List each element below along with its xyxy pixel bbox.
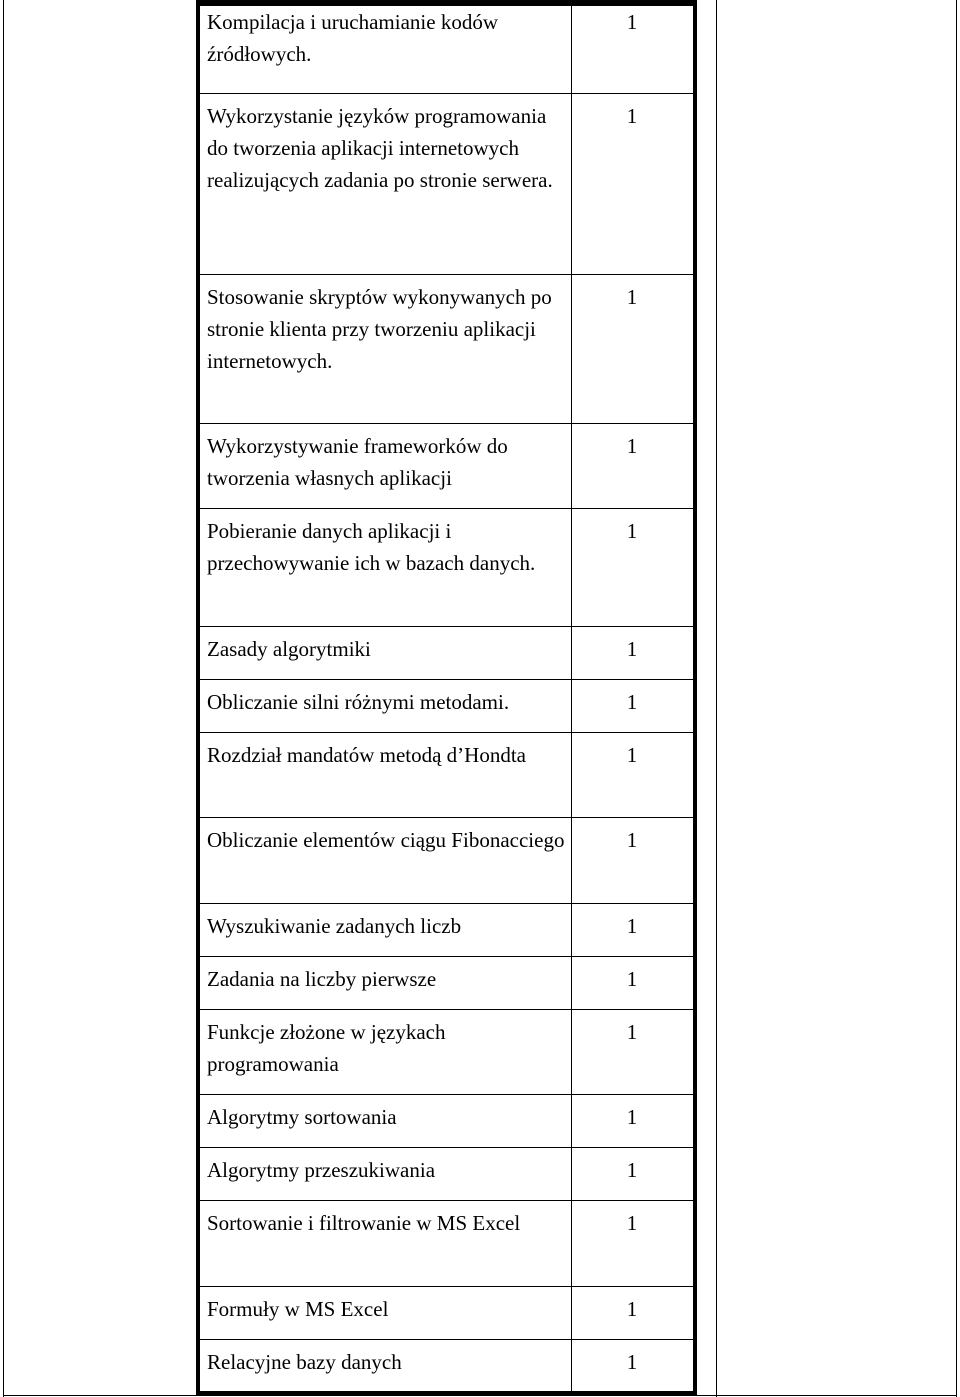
topic-cell: Algorytmy sortowania xyxy=(207,1105,397,1129)
right-column-border xyxy=(716,0,717,1397)
topic-cell: Algorytmy przeszukiwania xyxy=(207,1158,436,1182)
table-row xyxy=(200,275,693,424)
hours-cell: 1 xyxy=(626,690,638,714)
hours-cell: 1 xyxy=(626,967,638,991)
topic-cell: Kompilacja i uruchamianie kodów źródłowych. xyxy=(207,10,498,66)
topic-cell: Formuły w MS Excel xyxy=(207,1297,389,1321)
table-row xyxy=(200,1201,693,1287)
table-row xyxy=(200,1148,693,1201)
table-row xyxy=(200,1095,693,1148)
topic-cell: Funkcje złożone w językach programowania xyxy=(207,1020,446,1076)
hours-cell: 1 xyxy=(626,1020,638,1044)
hours-cell: 1 xyxy=(626,914,638,938)
topic-cell: Stosowanie skryptów wykonywanych po stronie klienta przy tworzeniu aplikacji internetowych. xyxy=(207,285,552,373)
hours-cell: 1 xyxy=(626,434,638,458)
table-row xyxy=(200,1340,693,1391)
hours-cell: 1 xyxy=(626,1105,638,1129)
topic-cell: Zadania na liczby pierwsze xyxy=(207,967,437,991)
hours-cell: 1 xyxy=(626,104,638,128)
topic-cell: Rozdział mandatów metodą d’Hondta xyxy=(207,743,526,767)
table-row xyxy=(200,957,693,1010)
page-bottom-border xyxy=(3,1395,957,1396)
topic-cell: Sortowanie i filtrowanie w MS Excel xyxy=(207,1211,521,1235)
hours-cell: 1 xyxy=(626,828,638,852)
table-row xyxy=(200,680,693,733)
hours-cell: 1 xyxy=(626,1158,638,1182)
hours-cell: 1 xyxy=(626,637,638,661)
topic-cell: Obliczanie elementów ciągu Fibonacciego xyxy=(207,828,565,852)
topic-cell: Wykorzystywanie frameworków do tworzenia własnych aplikacji xyxy=(207,434,508,490)
table-row xyxy=(200,509,693,627)
table-row xyxy=(200,1287,693,1340)
topic-cell: Relacyjne bazy danych xyxy=(207,1350,402,1374)
page-right-border xyxy=(956,0,957,1397)
hours-cell: 1 xyxy=(626,1211,638,1235)
topics-table xyxy=(196,0,697,1395)
table-row xyxy=(200,6,693,94)
table-row xyxy=(200,1010,693,1095)
topic-cell: Pobieranie danych aplikacji i przechowywanie ich w bazach danych. xyxy=(207,519,536,575)
topic-cell: Wykorzystanie języków programowania do tworzenia aplikacji internetowych realizujących zadania po stronie serwera. xyxy=(207,104,553,192)
hours-cell: 1 xyxy=(626,519,638,543)
hours-cell: 1 xyxy=(626,1297,638,1321)
table-row xyxy=(200,904,693,957)
topic-cell: Zasady algorytmiki xyxy=(207,637,371,661)
page-left-border xyxy=(3,0,4,1397)
topic-cell: Obliczanie silni różnymi metodami. xyxy=(207,690,510,714)
hours-cell: 1 xyxy=(626,743,638,767)
table-row xyxy=(200,733,693,818)
table-row xyxy=(200,818,693,904)
table-row xyxy=(200,627,693,680)
hours-cell: 1 xyxy=(626,1350,638,1374)
hours-cell: 1 xyxy=(626,10,638,34)
topic-cell: Wyszukiwanie zadanych liczb xyxy=(207,914,462,938)
hours-cell: 1 xyxy=(626,285,638,309)
table-row xyxy=(200,94,693,275)
table-row xyxy=(200,424,693,509)
